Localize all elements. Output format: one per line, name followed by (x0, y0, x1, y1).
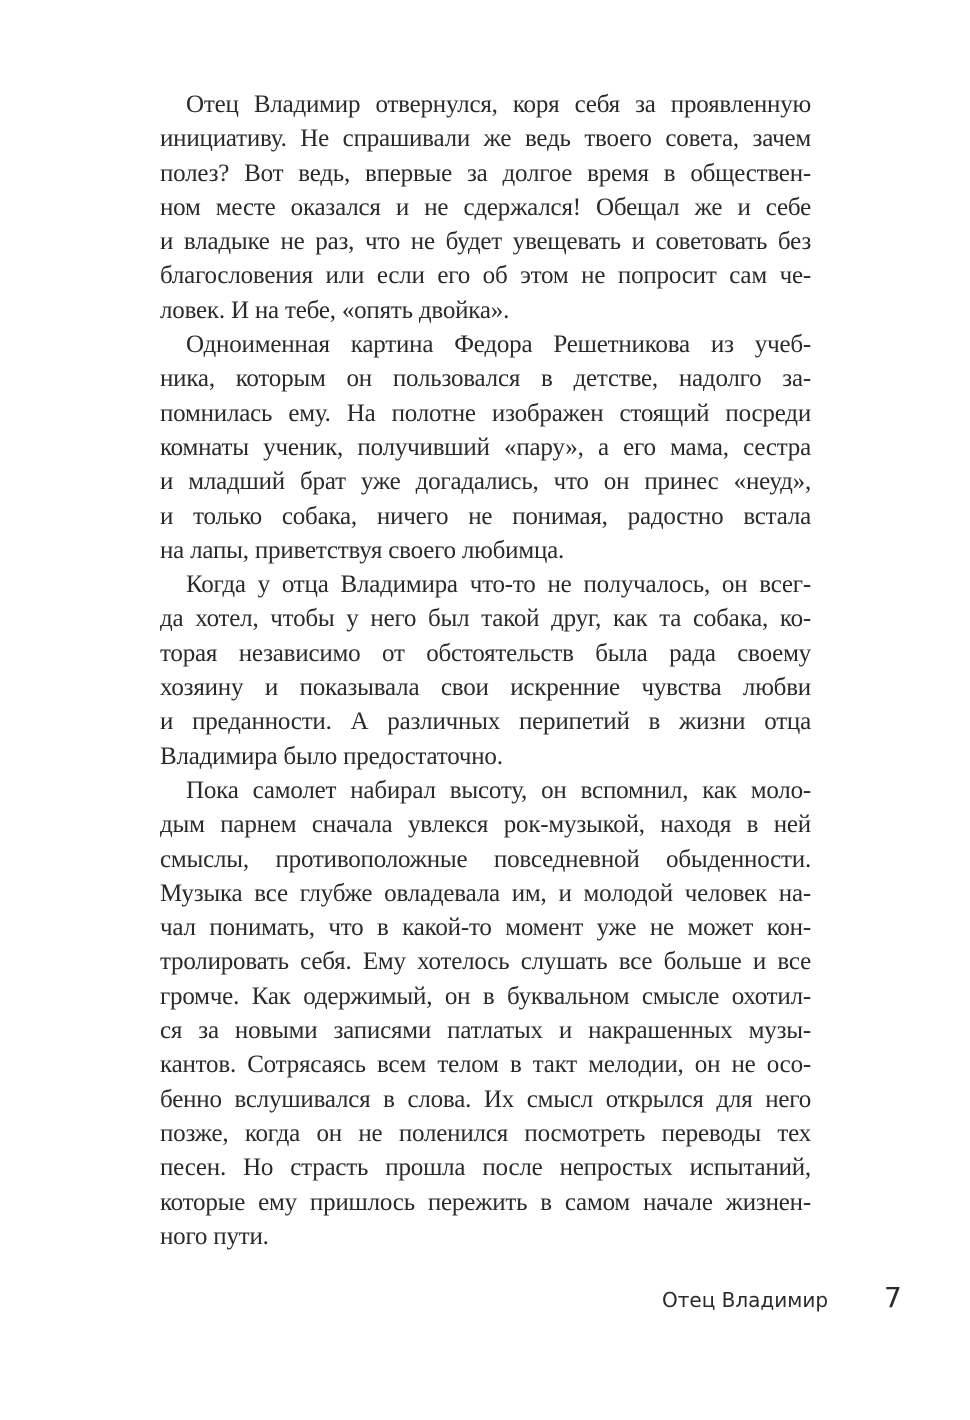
paragraph-4-line: смыслы, противоположные повседневной обыденности. (160, 845, 811, 873)
paragraph-2-line: Одноименная картина Федора Решетникова из учеб- (186, 331, 811, 359)
paragraph-3-line: Когда у отца Владимира что-то не получалось, он всег- (186, 571, 811, 599)
paragraph-1-line: Отец Владимир отвернулся, коря себя за проявленную (186, 91, 811, 118)
paragraph-1-line: ловек. И на тебе, «опять двойка». (160, 296, 510, 324)
paragraph-1-line: благословения или если его об этом не попросит сам че- (160, 262, 811, 290)
paragraph-4-line: чал понимать, что в какой-то момент уже не может кон- (160, 914, 811, 942)
paragraph-4-line: громче. Как одержимый, он в буквальном смысле охотил- (160, 982, 811, 1010)
running-footer-title: Отец Владимир (662, 1288, 829, 1312)
paragraph-3-line: и преданности. А различных перипетий в жизни отца (160, 708, 811, 736)
paragraph-4-line: ного пути. (160, 1222, 269, 1250)
paragraph-2-line: комнаты ученик, получивший «пару», а его мама, сестра (160, 433, 811, 461)
paragraph-4-line: тролировать себя. Ему хотелось слушать все больше и все (160, 948, 811, 976)
paragraph-4-line: Музыка все глубже овладевала им, и молодой человек на- (160, 879, 811, 907)
paragraph-4-line: бенно вслушивался в слова. Их смысл открылся для него (160, 1085, 811, 1113)
paragraph-4-line: ся за новыми записями патлатых и накрашенных музы- (160, 1017, 811, 1045)
paragraph-2-line: и младший брат уже догадались, что он принес «неуд», (160, 468, 811, 496)
paragraph-2-line: на лапы, приветствуя своего любимца. (160, 536, 565, 564)
paragraph-4-line: Пока самолет набирал высоту, он вспомнил, как моло- (186, 776, 811, 804)
paragraph-3-line: да хотел, чтобы у него был такой друг, как та собака, ко- (160, 605, 811, 633)
paragraph-3-line: Владимира было предостаточно. (160, 742, 503, 770)
paragraph-1-line: инициативу. Не спрашивали же ведь твоего совета, зачем (160, 125, 811, 153)
paragraph-1-line: и владыке не раз, что не будет увещевать и советовать без (160, 228, 811, 256)
paragraph-2-line: ника, которым он пользовался в детстве, надолго за- (160, 365, 811, 393)
paragraph-1-line: полез? Вот ведь, впервые за долгое время в обществен- (160, 159, 811, 187)
page-number: 7 (884, 1281, 902, 1314)
paragraph-4-line: кантов. Сотрясаясь всем телом в такт мелодии, он не осо- (160, 1051, 811, 1079)
body-text (160, 88, 811, 1254)
paragraph-3-line: торая независимо от обстоятельств была рада своему (160, 639, 811, 667)
paragraph-4-line: которые ему пришлось пережить в самом начале жизнен- (160, 1188, 811, 1216)
paragraph-4-line: позже, когда он не поленился посмотреть переводы тех (160, 1119, 811, 1147)
paragraph-4-line: дым парнем сначала увлекся рок-музыкой, находя в ней (160, 811, 811, 839)
paragraph-2-line: и только собака, ничего не понимая, радостно встала (160, 502, 811, 530)
paragraph-2-line: помнилась ему. На полотне изображен стоящий посреди (160, 399, 811, 427)
paragraph-3-line: хозяину и показывала свои искренние чувства любви (160, 674, 811, 702)
paragraph-1-line: ном месте оказался и не сдержался! Обещал же и себе (160, 193, 811, 221)
paragraph-4-line: песен. Но страсть прошла после непростых испытаний, (160, 1154, 811, 1182)
